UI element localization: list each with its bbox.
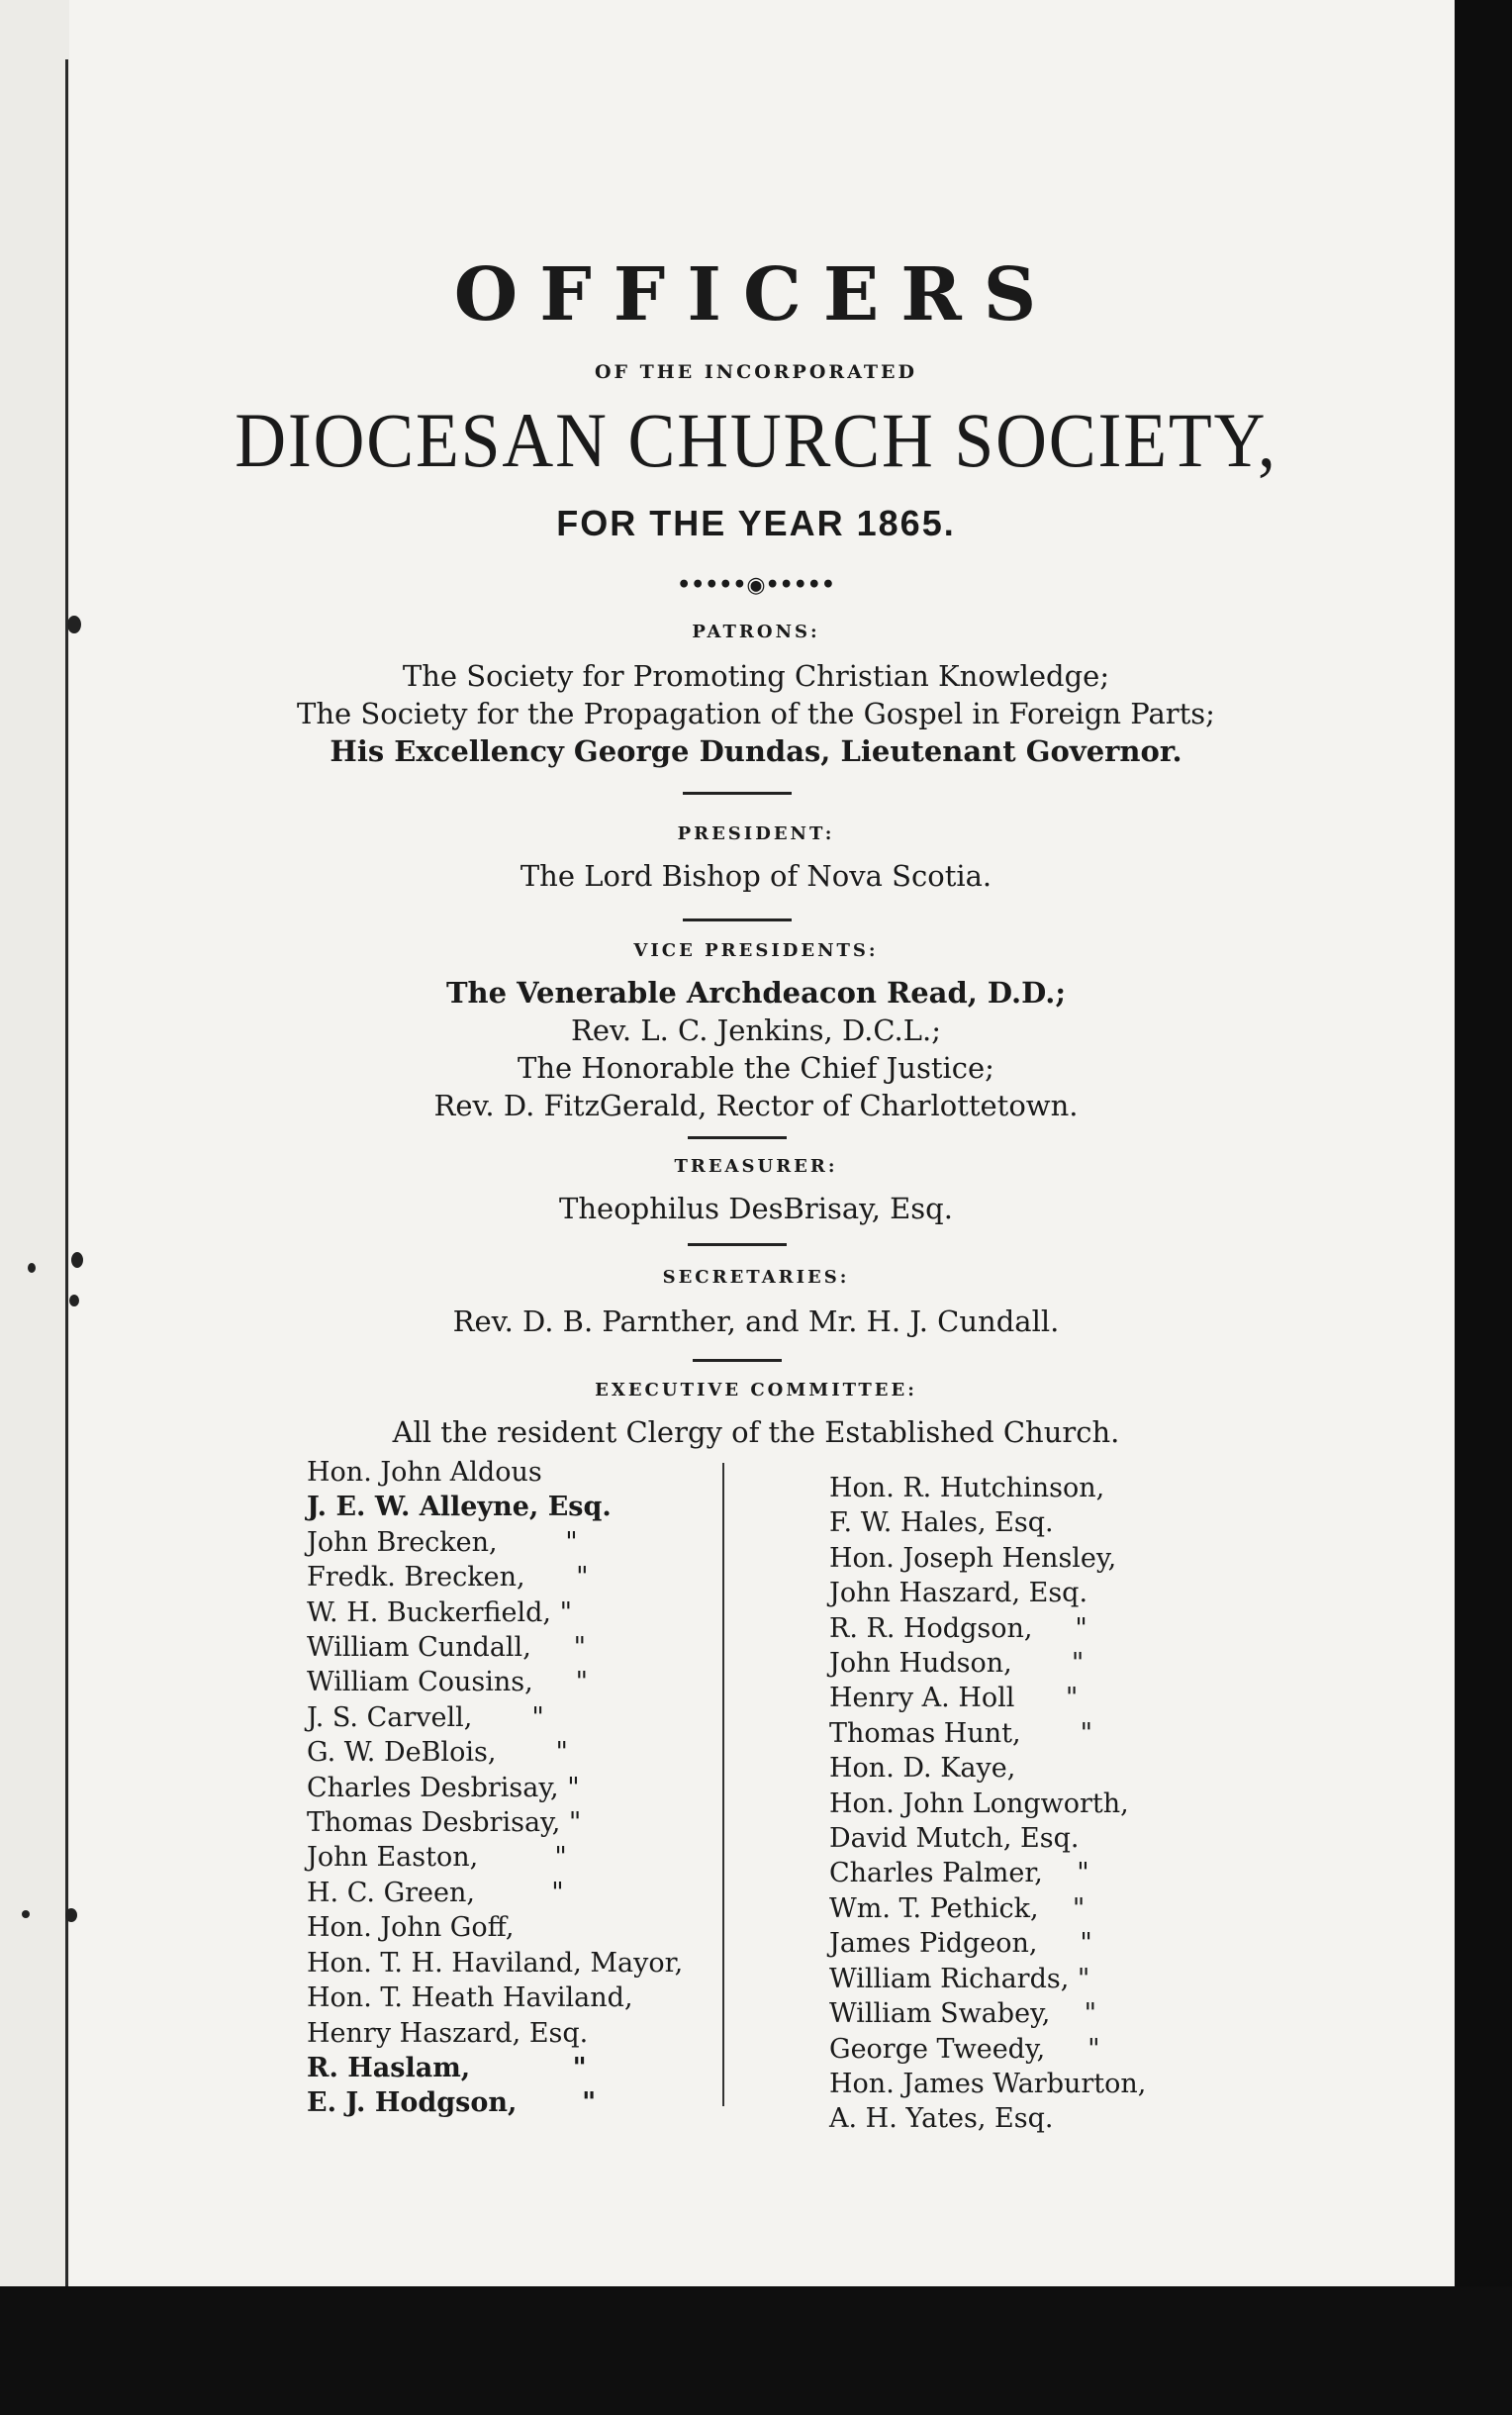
vice-president-line: The Venerable Archdeacon Read, D.D.; [445,976,1067,1010]
patrons-heading: PATRONS: [692,622,820,642]
subtitle-of-the: OF THE INCORPORATED [595,361,917,383]
committee-member: G. W. DeBlois, " [307,1737,568,1769]
ornament: •••••◉••••• [677,572,835,598]
executive-committee-intro: All the resident Clergy of the Established Church. [392,1415,1120,1449]
committee-member: Thomas Hunt, " [829,1717,1093,1749]
committee-member: H. C. Green, " [307,1877,564,1908]
committee-member: Hon. John Aldous [307,1457,542,1488]
ink-speck [65,1908,77,1922]
committee-member: Hon. T. Heath Haviland, [307,1982,633,2014]
patron-line: The Society for Promoting Christian Knowledge; [402,659,1110,693]
society-name: DIOCESAN CHURCH SOCIETY, [235,397,1277,483]
committee-member: Charles Palmer, " [829,1858,1089,1889]
committee-member: William Richards, " [829,1963,1090,1994]
committee-member: A. H. Yates, Esq. [829,2103,1054,2135]
divider [693,1359,782,1362]
committee-member: William Cousins, " [307,1667,589,1698]
ink-speck [22,1910,30,1918]
column-divider [722,1463,724,2106]
ink-speck [28,1263,36,1273]
committee-member: J. S. Carvell, " [307,1701,544,1733]
committee-member: William Cundall, " [307,1632,587,1664]
committee-member: Hon. John Longworth, [829,1787,1129,1819]
ink-speck [67,616,81,633]
committee-member: Henry A. Holl " [829,1683,1079,1714]
committee-member: R. Haslam, " [307,2052,587,2083]
committee-member: Fredk. Brecken, " [307,1562,589,1594]
committee-member: James Pidgeon, " [829,1928,1092,1960]
vice-president-line: The Honorable the Chief Justice; [518,1051,994,1085]
committee-member: F. W. Hales, Esq. [829,1507,1054,1539]
treasurer-name: Theophilus DesBrisay, Esq. [559,1192,953,1225]
secretaries-heading: SECRETARIES: [662,1267,850,1288]
top-margin [69,0,1455,84]
year-line: FOR THE YEAR 1865. [556,503,956,543]
committee-member: William Swabey, " [829,1998,1097,2030]
vice-presidents-heading: VICE PRESIDENTS: [633,940,879,961]
title: OFFICERS [453,252,1059,338]
committee-member: Hon. Joseph Hensley, [829,1542,1117,1574]
patron-line: His Excellency George Dundas, Lieutenant Governor. [330,734,1182,768]
committee-member: Hon. D. Kaye, [829,1753,1016,1785]
committee-member: J. E. W. Alleyne, Esq. [307,1492,612,1523]
president-heading: PRESIDENT: [677,823,835,844]
ink-speck [71,1252,83,1268]
committee-left-column [307,1455,683,2121]
committee-member: George Tweedy, " [829,2033,1100,2065]
committee-member: R. R. Hodgson, " [829,1612,1087,1644]
committee-member: John Haszard, Esq. [829,1578,1088,1609]
executive-committee-heading: EXECUTIVE COMMITTEE: [595,1380,917,1401]
committee-member: David Mutch, Esq. [829,1823,1080,1855]
president-name: The Lord Bishop of Nova Scotia. [520,859,992,893]
divider [683,918,792,921]
committee-member: Hon. T. H. Haviland, Mayor, [307,1947,684,1979]
committee-member: John Brecken, " [307,1526,578,1558]
committee-member: John Easton, " [307,1842,567,1874]
committee-member: Hon. James Warburton, [829,2068,1147,2099]
committee-right-column [829,1471,1146,2137]
committee-member: Henry Haszard, Esq. [307,2017,589,2049]
committee-member: Wm. T. Pethick, " [829,1892,1086,1924]
secretaries-names: Rev. D. B. Parnther, and Mr. H. J. Cundall. [452,1304,1060,1338]
committee-member: Charles Desbrisay, " [307,1772,580,1803]
committee-member: Hon. John Goff, [307,1912,515,1944]
vice-president-line: Rev. L. C. Jenkins, D.C.L.; [570,1014,942,1047]
treasurer-heading: TREASURER: [674,1156,838,1177]
divider [688,1243,787,1246]
divider [683,792,792,795]
vice-president-line: Rev. D. FitzGerald, Rector of Charlottetown. [433,1089,1079,1122]
bottom-dark-border [0,2286,1512,2415]
committee-member: W. H. Buckerfield, " [307,1596,572,1628]
ink-speck [69,1295,79,1306]
committee-member: E. J. Hodgson, " [307,2087,597,2119]
committee-member: Hon. R. Hutchinson, [829,1473,1105,1503]
committee-member: John Hudson, " [829,1648,1085,1680]
divider [688,1136,787,1139]
patron-line: The Society for the Propagation of the Gospel in Foreign Parts; [297,697,1215,730]
committee-member: Thomas Desbrisay, " [307,1807,582,1839]
